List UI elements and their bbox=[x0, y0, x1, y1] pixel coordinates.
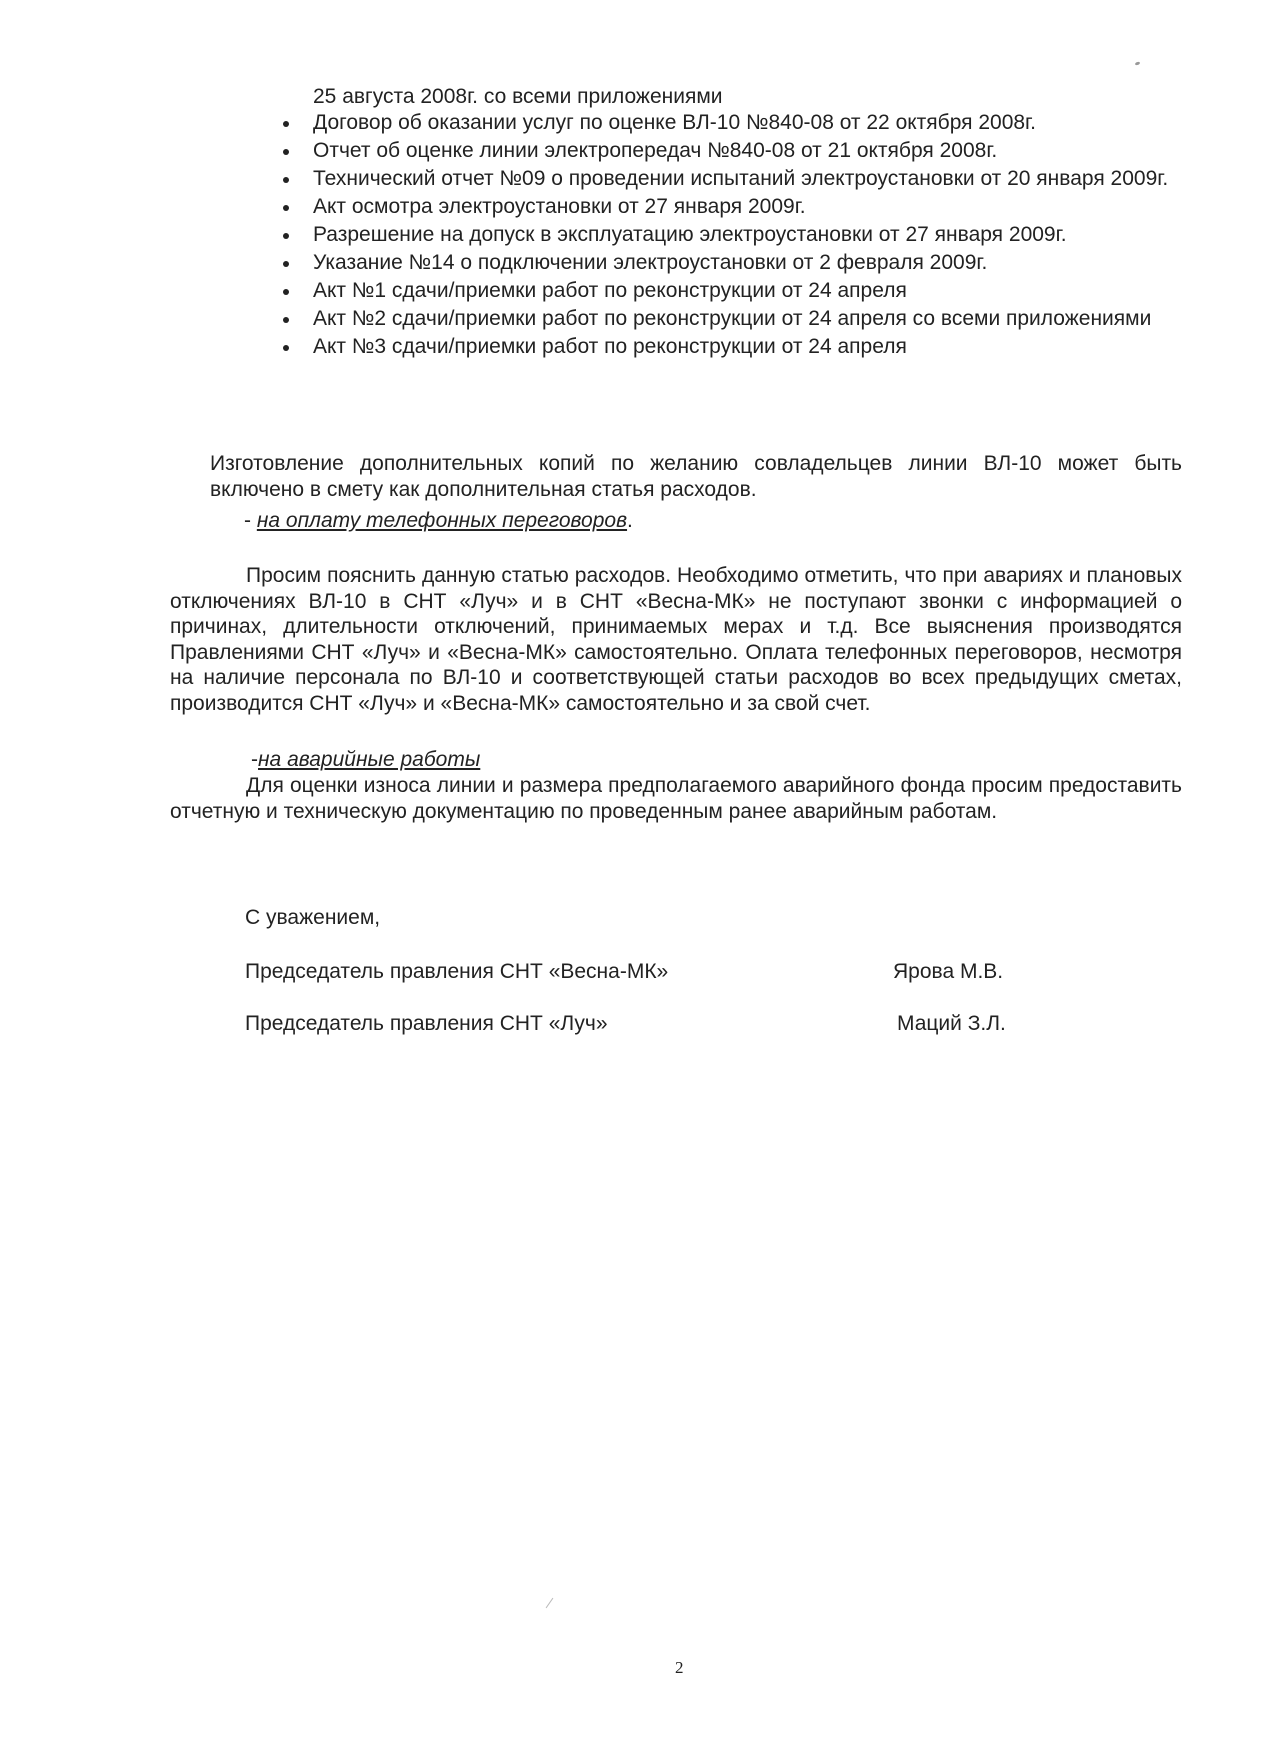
emergency-works-paragraph: Для оценки износа линии и размера предполагаемого аварийного фонда просим предоставить отчетную и техническую документацию по проведенным ранее аварийным работам. bbox=[170, 774, 1182, 823]
list-item: Акт №3 сдачи/приемки работ по реконструкции от 24 апреля bbox=[313, 334, 1213, 360]
list-item: Акт №1 сдачи/приемки работ по реконструкции от 24 апреля bbox=[313, 278, 1213, 304]
closing-regards: С уважением, bbox=[245, 906, 381, 929]
scan-mark bbox=[546, 1598, 554, 1608]
emergency-works-heading bbox=[251, 747, 480, 773]
page-number: 2 bbox=[675, 1658, 684, 1677]
copies-paragraph: Изготовление дополнительных копий по желанию совладельцев линии ВЛ-10 может быть включено в смету как дополнительная статья расходов. bbox=[210, 452, 1182, 501]
signer-title: Председатель правления СНТ «Весна-МК» bbox=[245, 960, 669, 983]
attachment-continuation: 25 августа 2008г. со всеми приложениями bbox=[313, 85, 723, 108]
list-item: Указание №14 о подключении электроустановки от 2 февраля 2009г. bbox=[313, 250, 1213, 276]
signer-name: Маций З.Л. bbox=[897, 1012, 1006, 1035]
signer-title: Председатель правления СНТ «Луч» bbox=[245, 1012, 608, 1035]
list-item: Акт №2 сдачи/приемки работ по реконструкции от 24 апреля со всеми приложениями bbox=[313, 306, 1213, 332]
phone-costs-heading bbox=[244, 508, 633, 534]
phone-costs-paragraph: Просим пояснить данную статью расходов. Необходимо отметить, что при авариях и плановых отключениях ВЛ-10 в СНТ «Луч» и в СНТ «Весна-МК» не поступают звонки с информацией о причинах, длительности отключений, принимаемых мерах и т.д. Все выяснения производятся Правлениями СНТ «Луч» и «Весна-МК» самостоятельно. Оплата телефонных переговоров, несмотря на наличие персонала по ВЛ-10 и соответствующей статьи расходов во всех предыдущих сметах, производится СНТ «Луч» и «Весна-МК» самостоятельно и за свой счет. bbox=[170, 564, 1182, 715]
heading-prefix: - bbox=[244, 509, 257, 532]
list-item: Отчет об оценке линии электропередач №840-08 от 21 октября 2008г. bbox=[313, 138, 1213, 164]
scan-speck bbox=[1135, 61, 1141, 66]
heading-prefix: - bbox=[251, 748, 258, 771]
list-item: Разрешение на допуск в эксплуатацию электроустановки от 27 января 2009г. bbox=[313, 222, 1213, 248]
signer-name: Ярова М.В. bbox=[893, 960, 1004, 983]
list-item: Договор об оказании услуг по оценке ВЛ-10 №840-08 от 22 октября 2008г. bbox=[313, 110, 1213, 136]
attachments-list bbox=[282, 110, 1213, 362]
heading-suffix: . bbox=[627, 509, 633, 532]
list-item: Акт осмотра электроустановки от 27 января 2009г. bbox=[313, 194, 1213, 220]
heading-text: на аварийные работы bbox=[258, 748, 481, 771]
heading-text: на оплату телефонных переговоров bbox=[256, 509, 628, 532]
list-item: Технический отчет №09 о проведении испытаний электроустановки от 20 января 2009г. bbox=[313, 166, 1213, 192]
